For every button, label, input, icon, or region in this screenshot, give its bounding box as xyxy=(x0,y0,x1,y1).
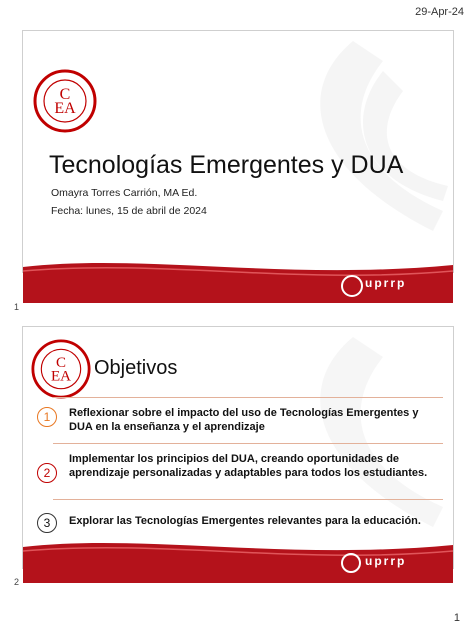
page-number: 1 xyxy=(453,612,460,624)
brand-text: uprrp xyxy=(365,276,407,290)
objective-number-badge: 1 xyxy=(37,407,57,427)
slide-title: Tecnologías Emergentes y DUA xyxy=(49,151,404,179)
objective-text: Reflexionar sobre el impacto del uso de Tecnologías Emergentes y DUA en la enseñanza y el aprendizaje xyxy=(69,407,419,433)
divider xyxy=(53,443,443,444)
slide-number-2: 2 xyxy=(14,577,20,587)
divider xyxy=(53,499,443,500)
watermark-graphic xyxy=(233,31,453,261)
uprrp-brand-icon xyxy=(341,275,363,297)
header-date: 29-Apr-24 xyxy=(415,6,464,18)
cea-seal-logo xyxy=(31,339,91,399)
svg-text:C: C xyxy=(55,355,67,372)
cea-seal-logo xyxy=(33,69,97,133)
svg-text:EA: EA xyxy=(54,100,76,117)
divider xyxy=(53,397,443,398)
brand-text: uprrp xyxy=(365,554,407,568)
objective-text: Implementar los principios del DUA, creando oportunidades de aprendizaje personalizadas y adaptables para todos los estudiantes. xyxy=(69,453,428,479)
slide-1 xyxy=(22,30,454,290)
objective-number-badge: 3 xyxy=(37,513,57,533)
slide-2 xyxy=(22,326,454,569)
objective-number-badge: 2 xyxy=(37,463,57,483)
author-line: Omayra Torres Carrión, MA Ed. xyxy=(51,187,198,199)
svg-text:C: C xyxy=(59,86,71,103)
date-line: Fecha: lunes, 15 de abril de 2024 xyxy=(51,205,207,217)
uprrp-brand-icon xyxy=(341,553,361,573)
svg-text:EA: EA xyxy=(51,368,71,385)
slide-number-1: 1 xyxy=(14,302,20,312)
objective-text: Explorar las Tecnologías Emergentes relevantes para la educación. xyxy=(69,515,421,527)
slide-title: Objetivos xyxy=(94,357,178,379)
